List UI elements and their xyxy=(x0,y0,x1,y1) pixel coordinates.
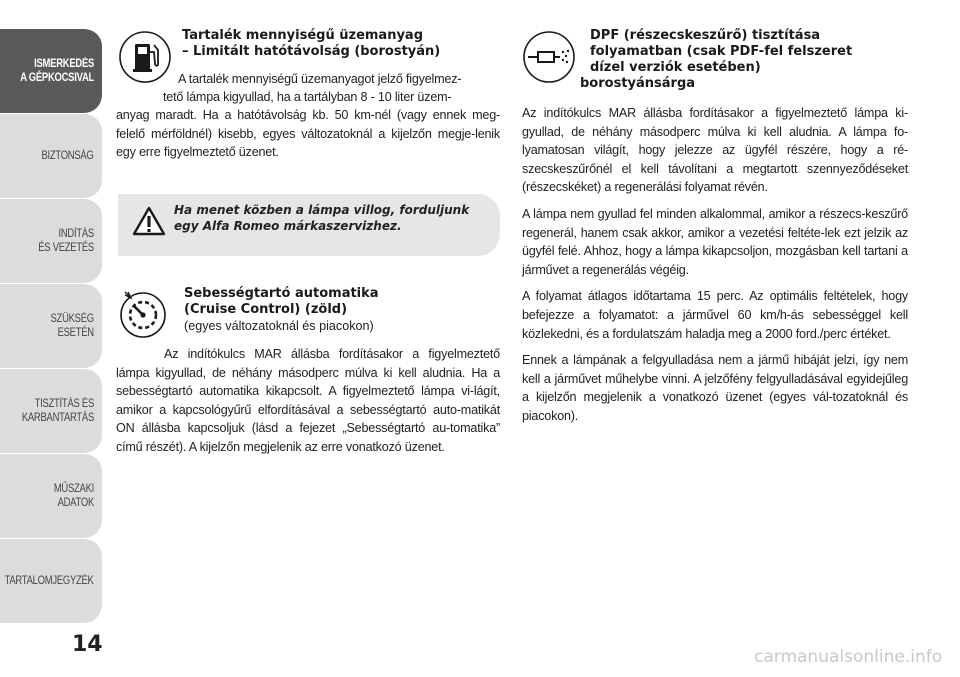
dpf-paragraph-1: Az indítókulcs MAR állásba fordításakor a figyelmeztető lámpa ki-gyullad, de néhány másodperc múlva ki kell aludnia. A lámpa fo-lyamatosan világít, hogy jelezze az ügyfél részére, hogy a ré-szecskeszűrőnél el kell távolítani a megtartott szennyeződéseket (részecskéket) a regenerálási folyamat révén. xyxy=(522,106,908,195)
watermark-footer: carmanualsonline.info xyxy=(754,647,943,667)
tab-szukseg[interactable] xyxy=(0,283,102,368)
cruise-title-line1: Sebességtartó automatika xyxy=(184,286,379,301)
dpf-body xyxy=(522,104,908,426)
dpf-paragraph-3: A folyamat átlagos időtartama 15 perc. Az optimális feltételek, hogy befejezze a folyamatot: a járművel 60 km/h-ás sebességgel kell közlekedni, és a fordulatszám haladja meg a 2000 ford./perc értéket. xyxy=(522,289,908,341)
dpf-heading xyxy=(590,28,908,76)
tab-label: TARTALOMJEGYZÉK xyxy=(4,575,94,587)
fuel-title-line1: Tartalék mennyiségű üzemanyag xyxy=(182,28,424,43)
tab-tisztitas[interactable] xyxy=(0,368,102,453)
cruise-text: Az indítókulcs MAR állásba fordításakor a figyelmeztető lámpa kigyullad, de néhány másodperc múlva ki kell aludnia. Ha a sebességtartó automatika kikapcsolt. A figyelmeztető lámpa vi-lágít, amikor a kapcsológyűrű elfordításával a sebességtartó auto-matikát ON állásba kapcsoljuk (lásd a fejezet „Sebességtartó au-tomatika” című részét). A kijelzőn megjelenik az erre vonatkozó üzenet. xyxy=(116,347,500,454)
page-number: 14 xyxy=(72,632,103,657)
fuel-text-indent2 xyxy=(163,88,500,107)
cruise-subtitle: (egyes változatoknál és piacokon) xyxy=(184,319,374,333)
dpf-paragraph-2: A lámpa nem gyullad fel minden alkalommal, amikor a részecs-keszűrő regenerál, hanem csak akkor, amikor a vezetési feltéte-lek ezt jelzik az ügyfél felé. Ahhoz, hogy a lámpa kikapcsoljon, mozgásban kell tartani a járművet a regenerálás végéig. xyxy=(522,206,908,277)
fuel-title-line2: – Limitált hatótávolság (borostyán) xyxy=(182,44,441,59)
dpf-paragraph-4: Ennek a lámpának a felgyulladása nem a jármű hibáját jelzi, így nem kell a járművet műhelybe vinni. A jelzőfény felgyulladásával egyidejűleg a kijelzőn megjelenik a vonatkozó üzenet (egyes vál-tozatoknál és piacokon). xyxy=(522,353,908,423)
fuel-text-line2: tető lámpa kigyullad, ha a tartályban 8 - 10 liter üzem- xyxy=(163,90,452,104)
tab-muszaki[interactable] xyxy=(0,453,102,538)
fuel-text-paragraph: anyag maradt. Ha a hatótávolság kb. 50 km-nél (vagy ennek meg-felelő mérföldnél) kisebb, egyes változatoknál a kijelzőn megje-lenik egy erre figyelmeztető üzenet. xyxy=(116,108,500,160)
warning-text: Ha menet közben a lámpa villog, forduljunk egy Alfa Romeo márkaszervizhez. xyxy=(174,203,470,233)
warning-note xyxy=(118,194,500,256)
speedometer-icon xyxy=(118,286,168,340)
warning-triangle-icon xyxy=(132,206,166,236)
tab-inditas[interactable] xyxy=(0,198,102,283)
dpf-title-line4: borostyánsárga xyxy=(580,76,696,91)
tab-ismerkedes[interactable] xyxy=(0,28,102,113)
dpf-title-line2: folyamatban (csak PDF-fel felszeret xyxy=(590,44,853,59)
tab-tartalomjegyzek[interactable] xyxy=(0,538,102,623)
tab-label: INDÍTÁS ÉS VEZETÉS xyxy=(38,228,94,254)
tab-label: MŰSZAKI ADATOK xyxy=(53,483,94,509)
tab-label: TISZTÍTÁS ÉS KARBANTARTÁS xyxy=(21,398,94,424)
tab-biztonsag[interactable] xyxy=(0,113,102,198)
fuel-text-body xyxy=(116,106,500,162)
cruise-heading xyxy=(184,286,500,335)
tab-label: SZÜKSÉG ESETÉN xyxy=(50,313,94,339)
dpf-filter-icon xyxy=(522,30,576,84)
cruise-body xyxy=(116,345,500,457)
cruise-title-line2: (Cruise Control) (zöld) xyxy=(184,302,348,317)
dpf-title-line3: dízel verziók esetében) xyxy=(590,60,761,75)
dpf-heading-last xyxy=(580,76,900,92)
dpf-title-line1: DPF (részecskeszűrő) tisztítása xyxy=(590,28,821,43)
tab-label: BIZTONSÁG xyxy=(41,150,94,162)
chapter-tabs xyxy=(0,28,104,623)
tab-label: ISMERKEDÉS A GÉPKOCSIVAL xyxy=(20,58,95,84)
fuel-pump-icon xyxy=(118,30,172,84)
fuel-text-line1: A tartalék mennyiségű üzemanyagot jelző figyelmez- xyxy=(178,72,462,86)
fuel-text-indent xyxy=(178,70,500,89)
fuel-section-heading xyxy=(182,28,500,60)
